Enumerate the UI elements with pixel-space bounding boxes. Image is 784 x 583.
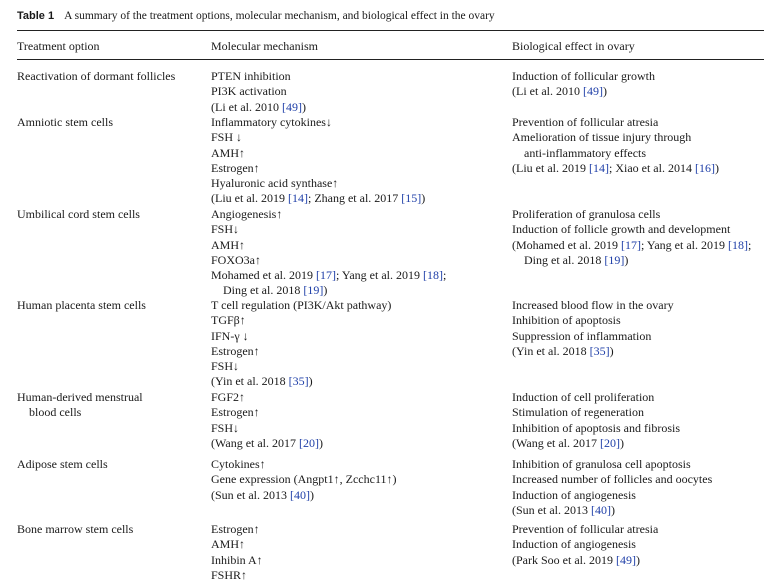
mechanism-line <box>211 457 397 472</box>
mechanism-line <box>211 84 306 99</box>
citation-ref: [15] <box>401 191 422 206</box>
effect-line <box>512 405 680 420</box>
line-text: ) <box>308 374 313 389</box>
mechanism-line <box>211 130 425 145</box>
effect-line <box>512 537 658 552</box>
line-text: (Mohamed et al. 2019 <box>512 237 621 252</box>
line-text: Induction of cell proliferation <box>512 390 655 404</box>
line-text: Estrogen↑ <box>211 160 260 175</box>
effect-line <box>512 69 655 84</box>
citation-ref: [49] <box>281 99 302 114</box>
effect-line <box>512 222 751 237</box>
mechanism-line <box>211 100 306 115</box>
line-text: ; Yang et al. 2019 <box>335 268 423 283</box>
line-text: Umbilical cord stem cells <box>17 207 140 221</box>
treatment-line <box>17 69 175 84</box>
effect-line <box>512 115 719 130</box>
citation-ref: [17] <box>315 268 336 283</box>
line-text: T cell regulation (PI3K/Akt pathway) <box>211 298 392 312</box>
citation-ref: [19] <box>604 252 625 267</box>
line-text: (Yin et al. 2018 <box>512 343 590 358</box>
effect-line <box>512 421 680 436</box>
line-text: Inhibition of apoptosis and fibrosis <box>512 420 680 435</box>
effect-line <box>512 488 712 503</box>
line-text: Stimulation of regeneration <box>512 405 644 420</box>
line-text: ; Xiao et al. 2014 <box>608 160 695 175</box>
line-text: ; Yang et al. 2019 <box>640 237 728 252</box>
line-text: Estrogen↑ <box>211 343 260 358</box>
treatment-cell <box>17 298 146 313</box>
line-text: ) <box>301 99 306 114</box>
line-text: Prevention of follicular atresia <box>512 115 659 129</box>
line-text: (Wang et al. 2017 <box>211 435 300 450</box>
mechanism-line <box>211 421 323 436</box>
citation-ref: [35] <box>288 374 309 389</box>
header-effect: Biological effect in ovary <box>512 39 635 53</box>
citation-ref: [17] <box>620 237 641 252</box>
line-text: (Sun et al. 2013 <box>512 502 591 517</box>
line-text: (Park Soo et al. 2019 <box>512 552 616 567</box>
line-text: ) <box>323 283 328 298</box>
citation-ref: [40] <box>591 502 611 517</box>
line-text: (Li et al. 2010 <box>512 84 583 99</box>
header-treatment: Treatment option <box>17 39 100 53</box>
effect-line <box>512 207 751 222</box>
line-text: Induction of follicular growth <box>512 69 655 83</box>
treatment-line <box>17 298 146 313</box>
mechanism-line <box>211 568 263 583</box>
mechanism-line <box>211 472 397 487</box>
treatment-cell <box>17 522 133 537</box>
line-text: ; <box>747 237 752 252</box>
line-text: ; Zhang et al. 2017 <box>307 191 402 206</box>
effect-cell <box>512 298 674 359</box>
citation-ref: [20] <box>299 435 320 450</box>
line-text: FSHR↑ <box>211 567 248 582</box>
effect-line <box>512 146 719 161</box>
line-text: TGFβ↑ <box>211 313 246 328</box>
mechanism-cell <box>211 298 391 390</box>
mechanism-line <box>211 161 425 176</box>
mechanism-line <box>211 115 425 130</box>
line-text: PI3K activation <box>211 84 287 99</box>
treatment-cell <box>17 69 175 84</box>
mechanism-line <box>211 553 263 568</box>
treatment-cell <box>17 207 140 222</box>
line-text: ) <box>310 487 314 502</box>
line-text: FGF2↑ <box>211 390 246 404</box>
header-mechanism: Molecular mechanism <box>211 39 318 53</box>
line-text: Gene expression (Angpt1↑, Zcchc11↑) <box>211 472 397 487</box>
effect-line <box>512 553 658 568</box>
citation-ref: [20] <box>600 435 621 450</box>
line-text: Human placenta stem cells <box>17 298 146 312</box>
effect-line <box>512 344 674 359</box>
line-text: Inhibin A↑ <box>211 552 263 567</box>
line-text: ) <box>602 84 607 99</box>
header-rule <box>17 59 764 60</box>
table-label: Table 1 <box>17 10 55 22</box>
line-text: Induction of follicle growth and development <box>512 222 731 237</box>
mechanism-line <box>211 359 391 374</box>
effect-cell <box>512 69 655 100</box>
treatment-cell <box>17 390 143 421</box>
table-title: A summary of the treatment options, molecular mechanism, and biological effect in the ovary <box>64 10 495 22</box>
mechanism-line <box>211 222 446 237</box>
treatment-line <box>17 115 113 130</box>
line-text: Prevention of follicular atresia <box>512 522 659 536</box>
citation-ref: [40] <box>290 487 310 502</box>
treatment-line <box>17 390 143 405</box>
effect-line <box>512 457 712 472</box>
line-text: Inhibition of apoptosis <box>512 313 621 328</box>
effect-line <box>512 522 658 537</box>
line-text: blood cells <box>29 405 82 420</box>
line-text: Inhibition of granulosa cell apoptosis <box>512 457 691 471</box>
mechanism-cell <box>211 390 323 451</box>
citation-ref: [14] <box>588 160 609 175</box>
top-rule <box>17 30 764 31</box>
mechanism-line <box>211 436 323 451</box>
treatment-line <box>17 522 133 537</box>
line-text: PTEN inhibition <box>211 69 291 83</box>
effect-line <box>512 84 655 99</box>
citation-ref: [49] <box>582 84 603 99</box>
line-text: Proliferation of granulosa cells <box>512 207 661 221</box>
treatment-line <box>17 457 108 472</box>
effect-line <box>512 253 751 268</box>
line-text: FOXO3a↑ <box>211 252 261 267</box>
citation-ref: [18] <box>422 268 443 283</box>
effect-line <box>512 503 712 518</box>
citation-ref: [35] <box>589 343 610 358</box>
line-text: (Liu et al. 2019 <box>211 191 288 206</box>
effect-cell <box>512 115 719 176</box>
line-text: Induction of angiogenesis <box>512 537 636 552</box>
mechanism-line <box>211 537 263 552</box>
line-text: Inflammatory cytokines↓ <box>211 115 332 129</box>
effect-line <box>512 130 719 145</box>
line-text: AMH↑ <box>211 237 246 252</box>
line-text: ) <box>319 435 324 450</box>
mechanism-line <box>211 207 446 222</box>
line-text: ) <box>714 160 719 175</box>
line-text: FSH↓ <box>211 222 240 237</box>
treatment-cell <box>17 115 113 130</box>
citation-ref: [18] <box>727 237 748 252</box>
line-text: Ding et al. 2018 <box>223 283 304 298</box>
mechanism-line <box>211 298 391 313</box>
mechanism-line <box>211 405 323 420</box>
line-text: (Wang et al. 2017 <box>512 435 601 450</box>
line-text: Mohamed et al. 2019 <box>211 268 316 283</box>
mechanism-line <box>211 313 391 328</box>
line-text: Hyaluronic acid synthase↑ <box>211 176 339 191</box>
treatment-cell <box>17 457 108 472</box>
citation-ref: [49] <box>616 552 636 567</box>
line-text: ) <box>421 191 426 206</box>
mechanism-cell <box>211 457 397 503</box>
effect-cell <box>512 457 712 518</box>
effect-line <box>512 390 680 405</box>
line-text: anti-inflammatory effects <box>524 145 647 160</box>
line-text: ) <box>636 552 640 567</box>
line-text: Human-derived menstrual <box>17 390 143 404</box>
mechanism-line <box>211 374 391 389</box>
line-text: ) <box>609 343 614 358</box>
line-text: Increased number of follicles and oocytes <box>512 472 713 487</box>
line-text: Induction of angiogenesis <box>512 487 636 502</box>
line-text: Estrogen↑ <box>211 522 260 536</box>
mechanism-line <box>211 329 391 344</box>
effect-line <box>512 298 674 313</box>
line-text: ) <box>624 252 629 267</box>
line-text: ; <box>442 268 447 283</box>
mechanism-line <box>211 69 306 84</box>
effect-line <box>512 329 674 344</box>
mechanism-line <box>211 283 446 298</box>
effect-line <box>512 161 719 176</box>
line-text: (Sun et al. 2013 <box>211 487 290 502</box>
effect-line <box>512 238 751 253</box>
citation-ref: [19] <box>303 283 324 298</box>
line-text: Cytokines↑ <box>211 457 266 471</box>
line-text: (Li et al. 2010 <box>211 99 282 114</box>
effect-cell <box>512 390 680 451</box>
line-text: Amniotic stem cells <box>17 115 113 129</box>
effect-cell <box>512 207 751 268</box>
mechanism-line <box>211 488 397 503</box>
line-text: FSH↓ <box>211 359 240 374</box>
citation-ref: [14] <box>287 191 308 206</box>
line-text: Angiogenesis↑ <box>211 207 283 221</box>
effect-cell <box>512 522 658 568</box>
line-text: Estrogen↑ <box>211 405 260 420</box>
line-text: Suppression of inflammation <box>512 328 652 343</box>
mechanism-line <box>211 268 446 283</box>
line-text: FSH ↓ <box>211 130 243 145</box>
mechanism-line <box>211 344 391 359</box>
mechanism-line <box>211 253 446 268</box>
line-text: AMH↑ <box>211 145 246 160</box>
line-text: FSH↓ <box>211 420 240 435</box>
treatment-line <box>17 405 143 420</box>
line-text: AMH↑ <box>211 537 246 552</box>
line-text: (Yin et al. 2018 <box>211 374 289 389</box>
line-text: IFN-γ ↓ <box>211 328 249 343</box>
mechanism-line <box>211 522 263 537</box>
mechanism-cell <box>211 69 306 115</box>
effect-line <box>512 436 680 451</box>
line-text: Amelioration of tissue injury through <box>512 130 692 145</box>
mechanism-line <box>211 390 323 405</box>
line-text: ) <box>620 435 625 450</box>
table-caption <box>17 10 495 22</box>
line-text: Adipose stem cells <box>17 457 108 471</box>
mechanism-line <box>211 146 425 161</box>
line-text: ) <box>611 502 615 517</box>
line-text: Bone marrow stem cells <box>17 522 134 536</box>
effect-line <box>512 313 674 328</box>
mechanism-cell <box>211 115 425 207</box>
citation-ref: [16] <box>694 160 715 175</box>
mechanism-line <box>211 176 425 191</box>
line-text: (Liu et al. 2019 <box>512 160 589 175</box>
mechanism-line <box>211 238 446 253</box>
effect-line <box>512 472 712 487</box>
mechanism-cell <box>211 522 263 583</box>
line-text: Ding et al. 2018 <box>524 252 605 267</box>
line-text: Increased blood flow in the ovary <box>512 298 674 312</box>
treatment-line <box>17 207 140 222</box>
mechanism-line <box>211 191 425 206</box>
line-text: Reactivation of dormant follicles <box>17 69 176 83</box>
mechanism-cell <box>211 207 446 299</box>
